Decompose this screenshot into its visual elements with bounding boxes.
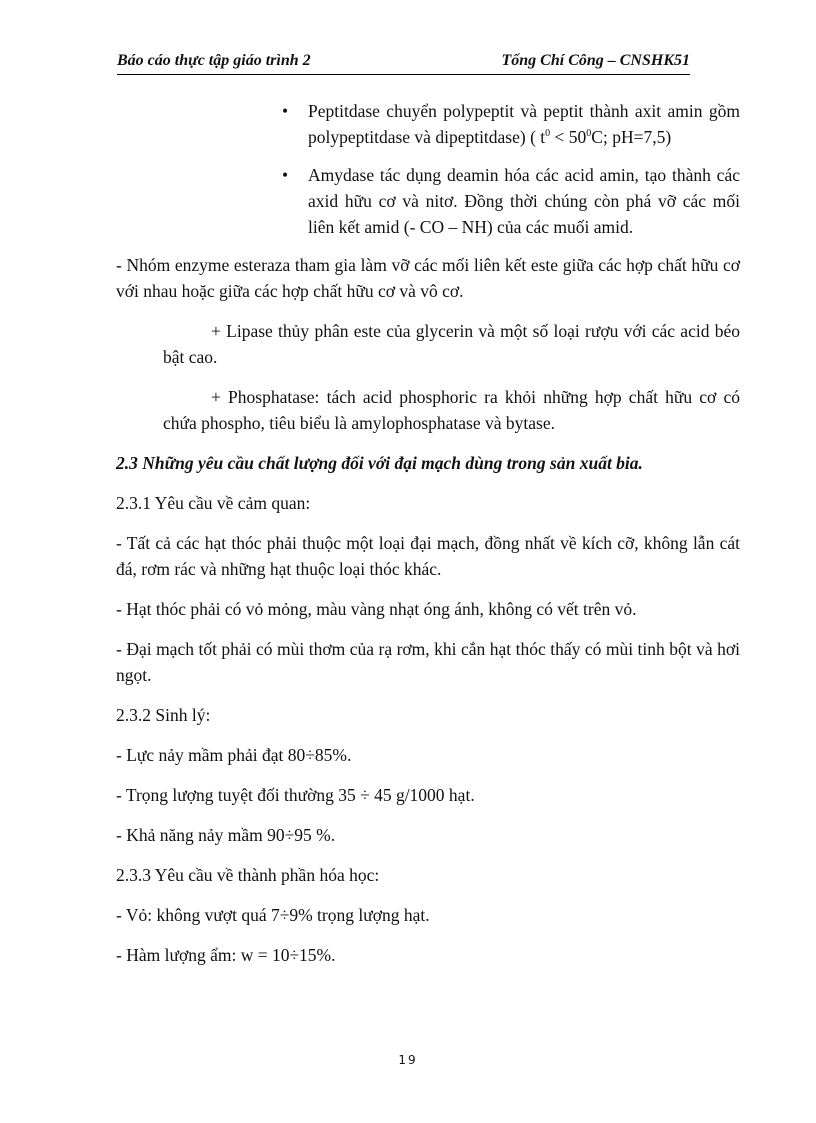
- bullet-text-peptitdase-mid: < 50: [550, 127, 587, 147]
- list-item: [282, 98, 740, 150]
- superscript: 0: [586, 128, 592, 140]
- paragraph-physiology: - Khả năng nảy mầm 90÷95 %.: [116, 825, 336, 845]
- paragraph-chemistry: - Vỏ: không vượt quá 7÷9% trọng lượng hạt.: [116, 905, 430, 925]
- subheading-sensory: 2.3.1 Yêu cầu về cảm quan:: [116, 493, 311, 513]
- paragraph-requirement: - Tất cả các hạt thóc phải thuộc một loại đại mạch, đồng nhất về kích cỡ, không lẫn cát đá, rơm rác và những hạt thuộc loại thóc khác.: [116, 533, 740, 579]
- enzyme-bullet-list: [116, 98, 740, 240]
- superscript: 0: [545, 128, 551, 140]
- paragraph-requirement: - Đại mạch tốt phải có mùi thơm của rạ rơm, khi cắn hạt thóc thấy có mùi tinh bột và hơi ngọt.: [116, 639, 740, 685]
- header-author: Tống Chí Công – CNSHK51: [501, 52, 690, 69]
- section-heading: 2.3 Những yêu cầu chất lượng đối với đại mạch dùng trong sản xuất bia.: [116, 453, 643, 473]
- page-number: 19: [398, 1053, 418, 1067]
- page-header: [117, 52, 690, 75]
- paragraph-chemistry: - Hàm lượng ẩm: w = 10÷15%.: [116, 945, 336, 965]
- bullet-icon: •: [282, 165, 289, 185]
- subheading-physiology: 2.3.2 Sinh lý:: [116, 705, 211, 725]
- bullet-text-peptitdase: Peptitdase chuyển polypeptit và peptit thành axit amin gồm polypeptitdase và dipeptitdase) ( t: [308, 101, 740, 147]
- subheading-chemistry: 2.3.3 Yêu cầu về thành phần hóa học:: [116, 865, 380, 885]
- paragraph-physiology: - Trọng lượng tuyệt đối thường 35 ÷ 45 g/1000 hạt.: [116, 785, 475, 805]
- bullet-text-peptitdase-end: C; pH=7,5): [591, 127, 672, 147]
- paragraph-lipase: + Lipase thủy phân este của glycerin và một số loại rượu với các acid béo bật cao.: [163, 321, 740, 367]
- paragraph-requirement: - Hạt thóc phải có vỏ mỏng, màu vàng nhạt óng ánh, không có vết trên vỏ.: [116, 599, 637, 619]
- bullet-text-amydase: Amydase tác dụng deamin hóa các acid amin, tạo thành các axid hữu cơ và nitơ. Đồng thời chúng còn phá vỡ các mối liên kết amid (- CO – NH) của các muối amid.: [308, 165, 740, 237]
- paragraph-physiology: - Lực nảy mầm phải đạt 80÷85%.: [116, 745, 352, 765]
- paragraph-esteraza: - Nhóm enzyme esteraza tham gia làm vỡ các mối liên kết este giữa các hợp chất hữu cơ với nhau hoặc giữa các hợp chất hữu cơ và vô cơ.: [116, 255, 740, 301]
- list-item: [282, 162, 740, 240]
- paragraph-phosphatase: + Phosphatase: tách acid phosphoric ra khỏi những hợp chất hữu cơ có chứa phospho, tiêu biểu là amylophosphatase và bytase.: [163, 387, 740, 433]
- page-content: [116, 98, 740, 982]
- bullet-icon: •: [282, 101, 289, 121]
- header-report-title: Báo cáo thực tập giáo trình 2: [117, 52, 311, 69]
